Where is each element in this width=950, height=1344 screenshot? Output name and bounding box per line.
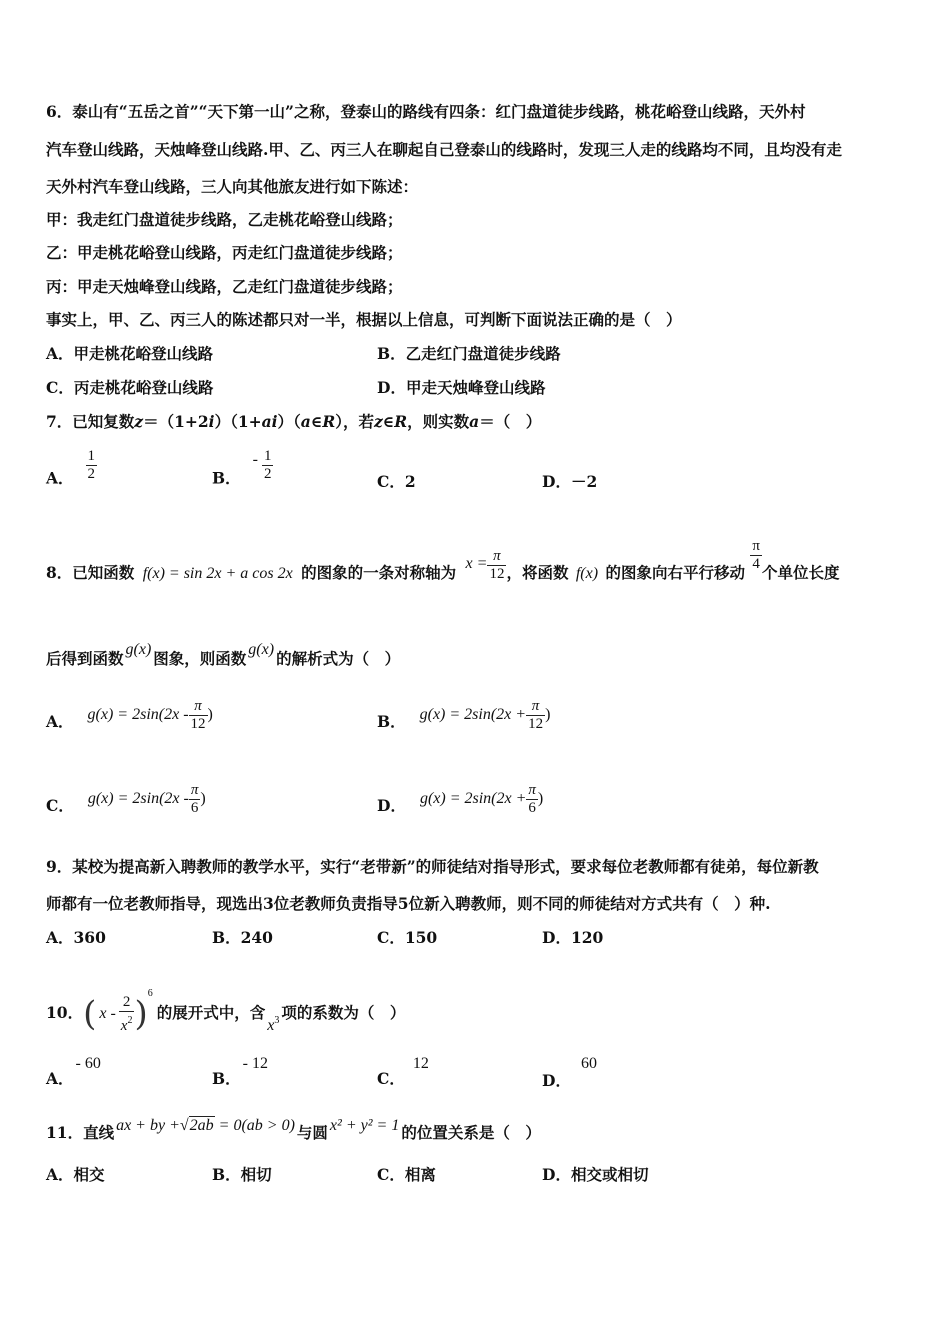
q6-line3: 天外村汽车登山线路，三人向其他旅友进行如下陈述： xyxy=(46,177,419,196)
q7-option-a: A． $\frac{1}{2}$ xyxy=(46,448,96,488)
q8-option-b: B． g(x) = 2sin(2x + $\frac{\pi}{12}$ ) xyxy=(377,697,551,732)
q11-option-d: D．相交或相切 xyxy=(542,1165,649,1184)
q6-option-a: A．甲走桃花峪登山线路 xyxy=(46,344,214,363)
q10-option-c: C．12 xyxy=(377,1055,429,1088)
q6-line7: 事实上，甲、乙、丙三人的陈述都只对一半，根据以上信息，可判断下面说法正确的是（ ） xyxy=(46,310,682,329)
q8-option-c: C． g(x) = 2sin(2x - $\frac{\pi}{6}$ ) xyxy=(46,781,206,816)
q8-option-a: A． g(x) = 2sin(2x - $\frac{\pi}{12}$ ) xyxy=(46,697,213,732)
q11-option-a: A．相交 xyxy=(46,1165,105,1184)
q7-option-d: D．－2 xyxy=(542,472,598,491)
q8-option-d: D． g(x) = 2sin(2x + $\frac{\pi}{6}$ ) xyxy=(377,781,544,816)
q9-option-c: C．150 xyxy=(377,928,438,947)
q8-stem-line2: 后得到函数 g(x) 图象，则函数 g(x) 的解析式为（ ） xyxy=(46,641,401,668)
q6-line1: 6．泰山有“五岳之首”“天下第一山”之称，登泰山的路线有四条：红门盘道徒步线路，桃花峪登山线路，天外村 xyxy=(46,102,806,121)
q9-option-b: B．240 xyxy=(212,928,273,947)
q9-option-a: A．360 xyxy=(46,928,106,947)
q6-line4: 甲：我走红门盘道徒步线路，乙走桃花峪登山线路； xyxy=(46,210,403,229)
q6-option-d: D．甲走天烛峰登山线路 xyxy=(377,378,546,397)
q6-line5: 乙：甲走桃花峪登山线路，丙走红门盘道徒步线路； xyxy=(46,243,403,262)
q6-line6: 丙：甲走天烛峰登山线路，乙走红门盘道徒步线路； xyxy=(46,277,403,296)
q7-option-b: B．- $\frac{1}{2}$ xyxy=(212,448,272,488)
q6-option-b: B．乙走红门盘道徒步线路 xyxy=(377,344,561,363)
q10-stem: 10．( x - $\frac{2}{x^2}$ )$^6$的展开式中，含$x^3$ 项的系数为（ ） xyxy=(46,988,406,1034)
q11-option-b: B．相切 xyxy=(212,1165,272,1184)
q10-option-b: B．- 12 xyxy=(212,1055,268,1088)
q10-option-a: A．- 60 xyxy=(46,1055,101,1088)
q9-line1: 9．某校为提高新入聘教师的教学水平，实行“老带新”的师徒结对指导形式，要求每位老教师都有徒弟，每位新教 xyxy=(46,857,819,876)
q6-line2: 汽车登山线路，天烛峰登山线路.甲、乙、丙三人在聊起自己登泰山的线路时，发现三人走的线路均不同，且均没有走 xyxy=(46,140,842,159)
q10-option-d: D．60 xyxy=(542,1055,597,1090)
q9-line2: 师都有一位老教师指导，现选出3位老教师负责指导5位新入聘教师，则不同的师徒结对方式共有（ ）种. xyxy=(46,894,771,913)
q8-stem: 8．已知函数 f(x) = sin 2x + a cos 2x 的图象的一条对称轴为 x = $\frac{\pi}{12}$ ，将函数 f(x) 的图象向右平行移动 $\frac{\pi}{4}$ 个单位长度 xyxy=(46,538,840,582)
q11-stem: 11．直线 ax + by +√2ab = 0(ab > 0) 与圆 x² + y² = 1 的位置关系是（ ） xyxy=(46,1117,541,1142)
q7-stem: 7．已知复数z＝（1+2i）（1+ai）（a∈R），若z∈R，则实数a＝（ ） xyxy=(46,412,542,431)
q9-option-d: D．120 xyxy=(542,928,604,947)
q11-option-c: C．相离 xyxy=(377,1165,436,1184)
q7-option-c: C．2 xyxy=(377,472,416,491)
q6-option-c: C．丙走桃花峪登山线路 xyxy=(46,378,214,397)
